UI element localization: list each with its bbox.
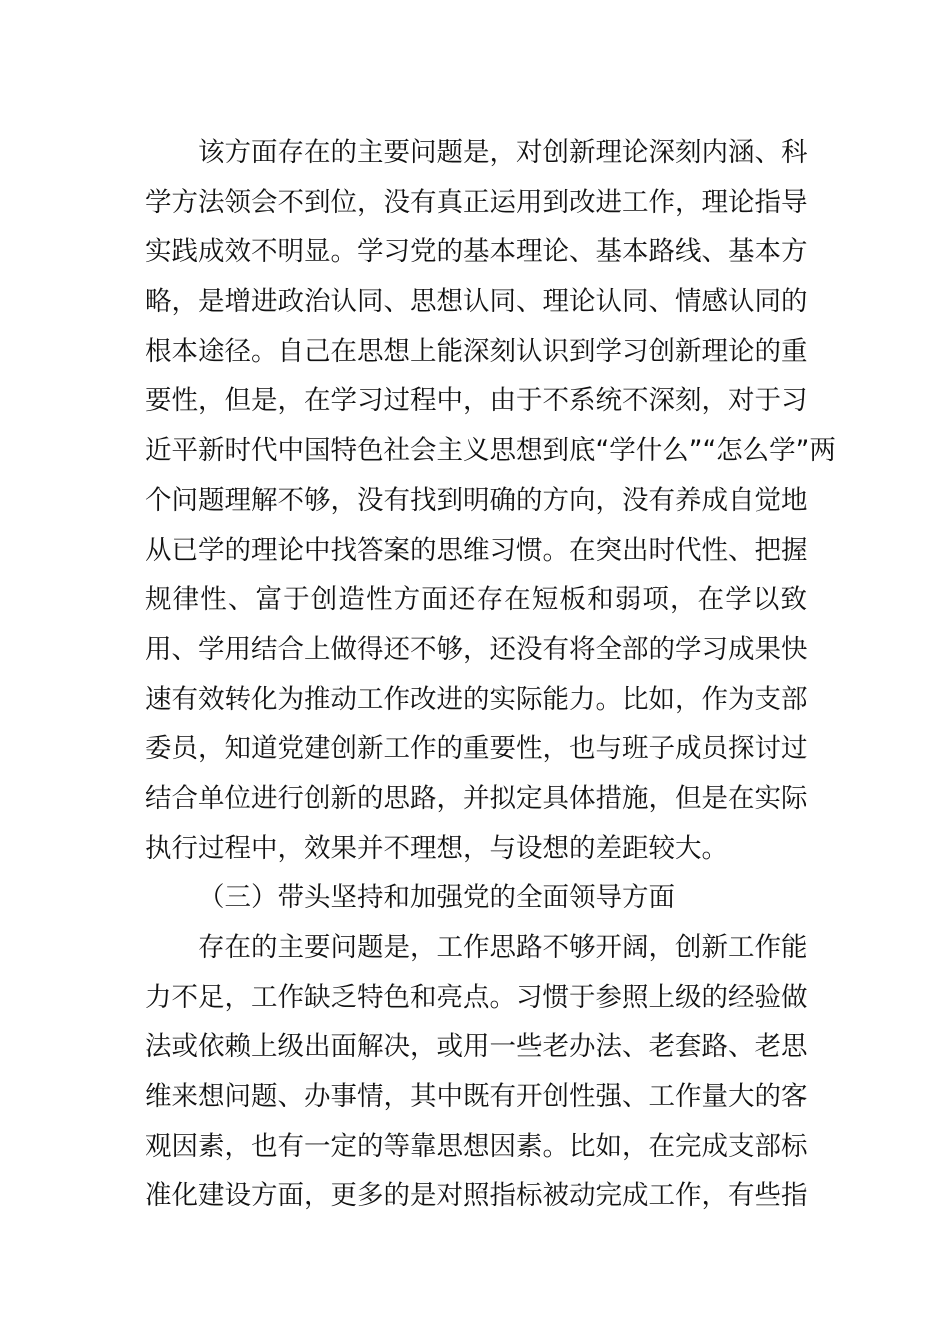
paragraph-line: 委员，知道党建创新工作的重要性，也与班子成员探讨过 <box>145 733 808 765</box>
paragraph-line: 近平新时代中国特色社会主义思想到底“学什么”“怎么学”两 <box>145 435 836 467</box>
section-heading: （三）带头坚持和加强党的全面领导方面 <box>198 882 675 914</box>
paragraph-2 <box>145 923 807 1221</box>
paragraph-line: 学方法领会不到位，没有真正运用到改进工作，理论指导 <box>145 186 808 218</box>
paragraph-line: 从已学的理论中找答案的思维习惯。在突出时代性、把握 <box>145 534 808 566</box>
paragraph-line: 速有效转化为推动工作改进的实际能力。比如，作为支部 <box>145 683 808 715</box>
paragraph-line: 略，是增进政治认同、思想认同、理论认同、情感认同的 <box>145 286 808 318</box>
paragraph-line: 该方面存在的主要问题是，对创新理论深刻内涵、科 <box>198 137 808 168</box>
paragraph-line: 用、学用结合上做得还不够，还没有将全部的学习成果快 <box>145 633 808 665</box>
document-body <box>145 128 836 1221</box>
paragraph-line: 根本途径。自己在思想上能深刻认识到学习创新理论的重 <box>145 335 808 367</box>
paragraph-line: 维来想问题、办事情，其中既有开创性强、工作量大的客 <box>145 1081 808 1113</box>
paragraph-line: 力不足，工作缺乏特色和亮点。习惯于参照上级的经验做 <box>145 981 808 1013</box>
paragraph-line: 规律性、富于创造性方面还存在短板和弱项，在学以致 <box>145 584 807 616</box>
paragraph-line: 结合单位进行创新的思路，并拟定具体措施，但是在实际 <box>145 782 808 814</box>
paragraph-line: 执行过程中，效果并不理想，与设想的差距较大。 <box>145 832 728 864</box>
paragraph-line: 法或依赖上级出面解决，或用一些老办法、老套路、老思 <box>145 1031 808 1063</box>
paragraph-line: 准化建设方面，更多的是对照指标被动完成工作，有些指 <box>145 1180 808 1212</box>
paragraph-line: 要性，但是，在学习过程中，由于不系统不深刻，对于习 <box>145 385 808 417</box>
paragraph-line: 实践成效不明显。学习党的基本理论、基本路线、基本方 <box>145 236 808 268</box>
paragraph-line: 观因素，也有一定的等靠思想因素。比如，在完成支部标 <box>145 1130 808 1162</box>
paragraph-line: 个问题理解不够，没有找到明确的方向，没有养成自觉地 <box>145 484 808 516</box>
paragraph-1 <box>145 128 836 873</box>
paragraph-line: 存在的主要问题是，工作思路不够开阔，创新工作能 <box>198 932 808 963</box>
